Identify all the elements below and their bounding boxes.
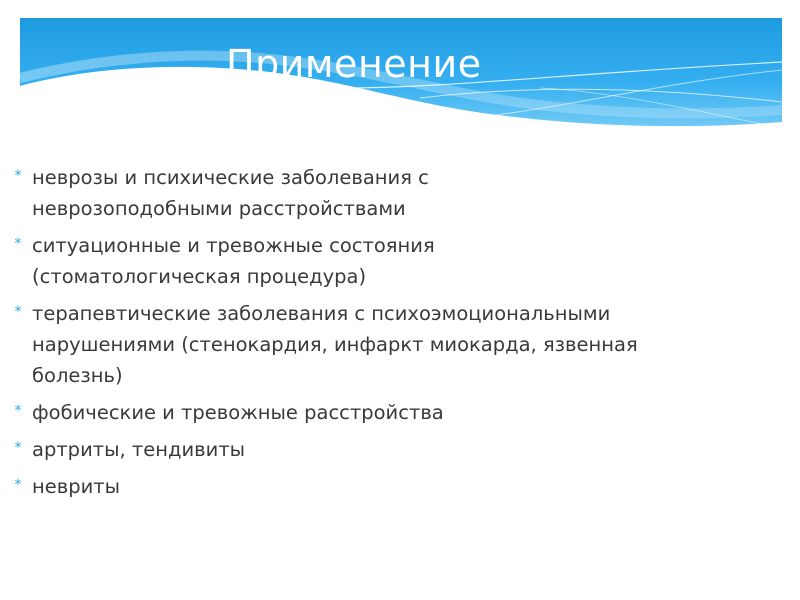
- asterisk-bullet-icon: *: [14, 168, 22, 184]
- list-item: [0, 162, 740, 224]
- list-item: [0, 471, 740, 502]
- list-item: [0, 298, 740, 391]
- list-item: [0, 434, 740, 465]
- asterisk-bullet-icon: *: [14, 236, 22, 252]
- bullet-list: [0, 162, 740, 508]
- list-item-text: ситуационные и тревожные состояния (стоматологическая процедура): [32, 234, 435, 288]
- list-item: [0, 397, 740, 428]
- list-item-text: фобические и тревожные расстройства: [32, 401, 444, 424]
- list-item-text: неврозы и психические заболевания с неврозоподобными расстройствами: [32, 166, 429, 220]
- slide-title: Применение: [226, 42, 482, 86]
- asterisk-bullet-icon: *: [14, 440, 22, 456]
- list-item-text: артриты, тендивиты: [32, 438, 246, 461]
- asterisk-bullet-icon: *: [14, 304, 22, 320]
- asterisk-bullet-icon: *: [14, 403, 22, 419]
- list-item-text: терапевтические заболевания с психоэмоциональными нарушениями (стенокардия, инфаркт миокарда, язвенная болезнь): [32, 302, 638, 387]
- list-item: [0, 230, 740, 292]
- asterisk-bullet-icon: *: [14, 477, 22, 493]
- list-item-text: невриты: [32, 475, 121, 498]
